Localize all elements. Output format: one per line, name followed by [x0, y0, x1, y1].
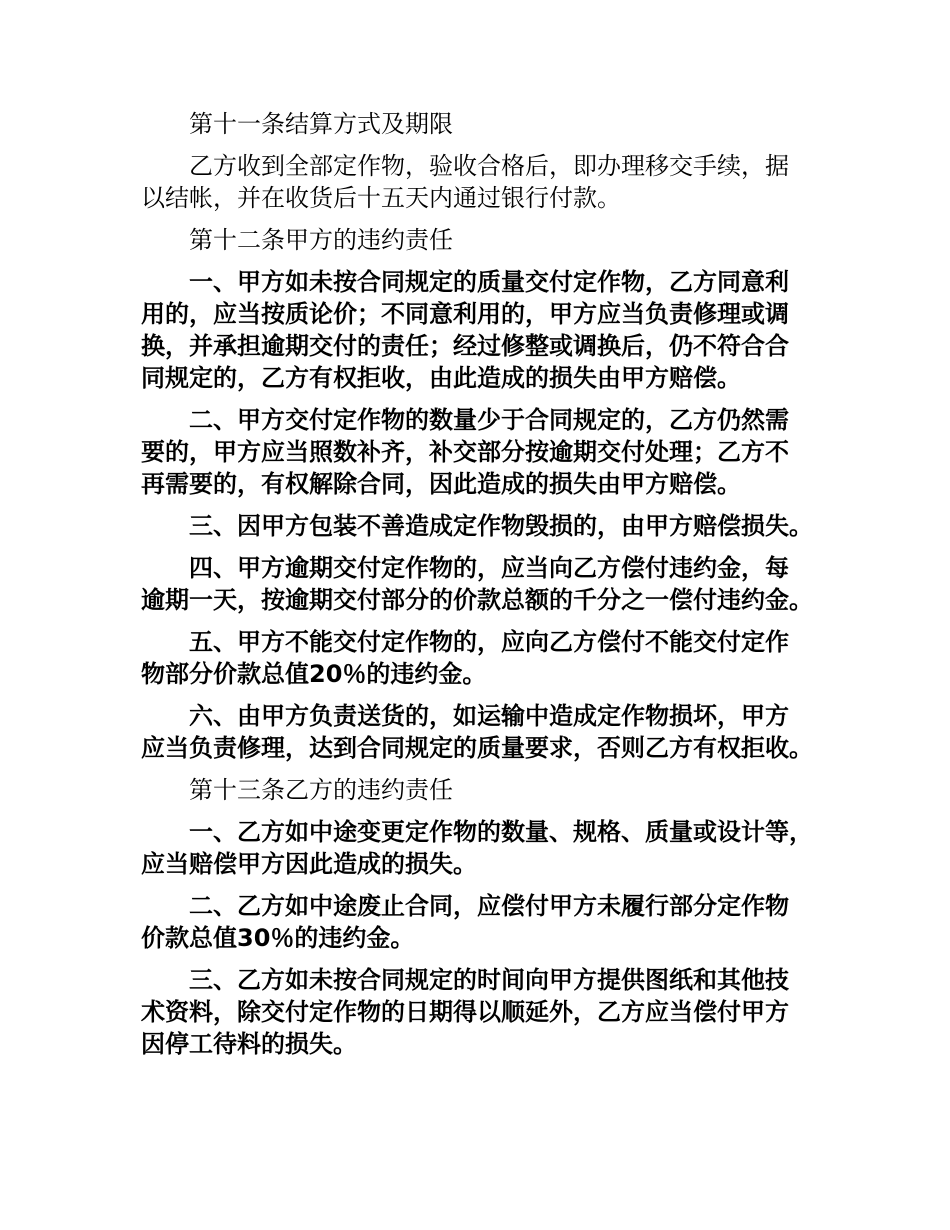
paragraph-line: 以结帐，并在收货后十五天内通过银行付款。 [141, 184, 621, 212]
paragraph-11-1 [141, 150, 813, 214]
paragraph-12-6 [141, 700, 813, 764]
paragraph-line: 六、由甲方负责送货的，如运输中造成定作物损坏，甲方 [189, 702, 789, 730]
paragraph-line: 五、甲方不能交付定作物的，应向乙方偿付不能交付定作 [189, 628, 789, 656]
paragraph-12-4 [141, 552, 813, 616]
paragraph-line: 用的，应当按质论价；不同意利用的，甲方应当负责修理或调 [141, 300, 789, 328]
paragraph-13-2 [141, 890, 813, 954]
paragraph-line: 逾期一天，按逾期交付部分的价款总额的千分之一偿付违约金。 [141, 586, 813, 614]
paragraph-13-3 [141, 964, 813, 1060]
document-page [141, 108, 813, 1070]
paragraph-line: 一、甲方如未按合同规定的质量交付定作物，乙方同意利 [189, 268, 789, 296]
paragraph-line: 二、乙方如中途废止合同，应偿付甲方未履行部分定作物 [189, 892, 789, 920]
paragraph-13-1 [141, 816, 813, 880]
section-heading-13: 第十三条乙方的违约责任 [189, 776, 453, 804]
paragraph-line: 二、甲方交付定作物的数量少于合同规定的，乙方仍然需 [189, 406, 789, 434]
paragraph-line: 再需要的，有权解除合同，因此造成的损失由甲方赔偿。 [141, 470, 741, 498]
paragraph-line: 因停工待料的损失。 [141, 1030, 357, 1058]
paragraph-12-2 [141, 404, 813, 500]
section-heading-11: 第十一条结算方式及期限 [189, 110, 453, 138]
paragraph-12-1 [141, 266, 813, 394]
paragraph-line: 三、因甲方包装不善造成定作物毁损的，由甲方赔偿损失。 [189, 512, 813, 540]
section-heading-12: 第十二条甲方的违约责任 [189, 226, 453, 254]
paragraph-line: 三、乙方如未按合同规定的时间向甲方提供图纸和其他技 [189, 966, 789, 994]
paragraph-line: 要的，甲方应当照数补齐，补交部分按逾期交付处理；乙方不 [141, 438, 789, 466]
paragraph-line: 一、乙方如中途变更定作物的数量、规格、质量或设计等， [189, 818, 813, 846]
paragraph-line: 价款总值30％的违约金。 [141, 924, 415, 952]
paragraph-line: 同规定的，乙方有权拒收，由此造成的损失由甲方赔偿。 [141, 364, 741, 392]
paragraph-line: 换，并承担逾期交付的责任；经过修整或调换后，仍不符合合 [141, 332, 789, 360]
paragraph-12-3 [141, 510, 813, 542]
paragraph-line: 四、甲方逾期交付定作物的，应当向乙方偿付违约金，每 [189, 554, 789, 582]
paragraph-12-5 [141, 626, 813, 690]
paragraph-line: 乙方收到全部定作物，验收合格后，即办理移交手续，据 [189, 152, 789, 180]
paragraph-line: 应当负责修理，达到合同规定的质量要求，否则乙方有权拒收。 [141, 734, 813, 762]
paragraph-line: 应当赔偿甲方因此造成的损失。 [141, 850, 477, 878]
paragraph-line: 物部分价款总值20％的违约金。 [141, 660, 487, 688]
paragraph-line: 术资料，除交付定作物的日期得以顺延外，乙方应当偿付甲方 [141, 998, 789, 1026]
